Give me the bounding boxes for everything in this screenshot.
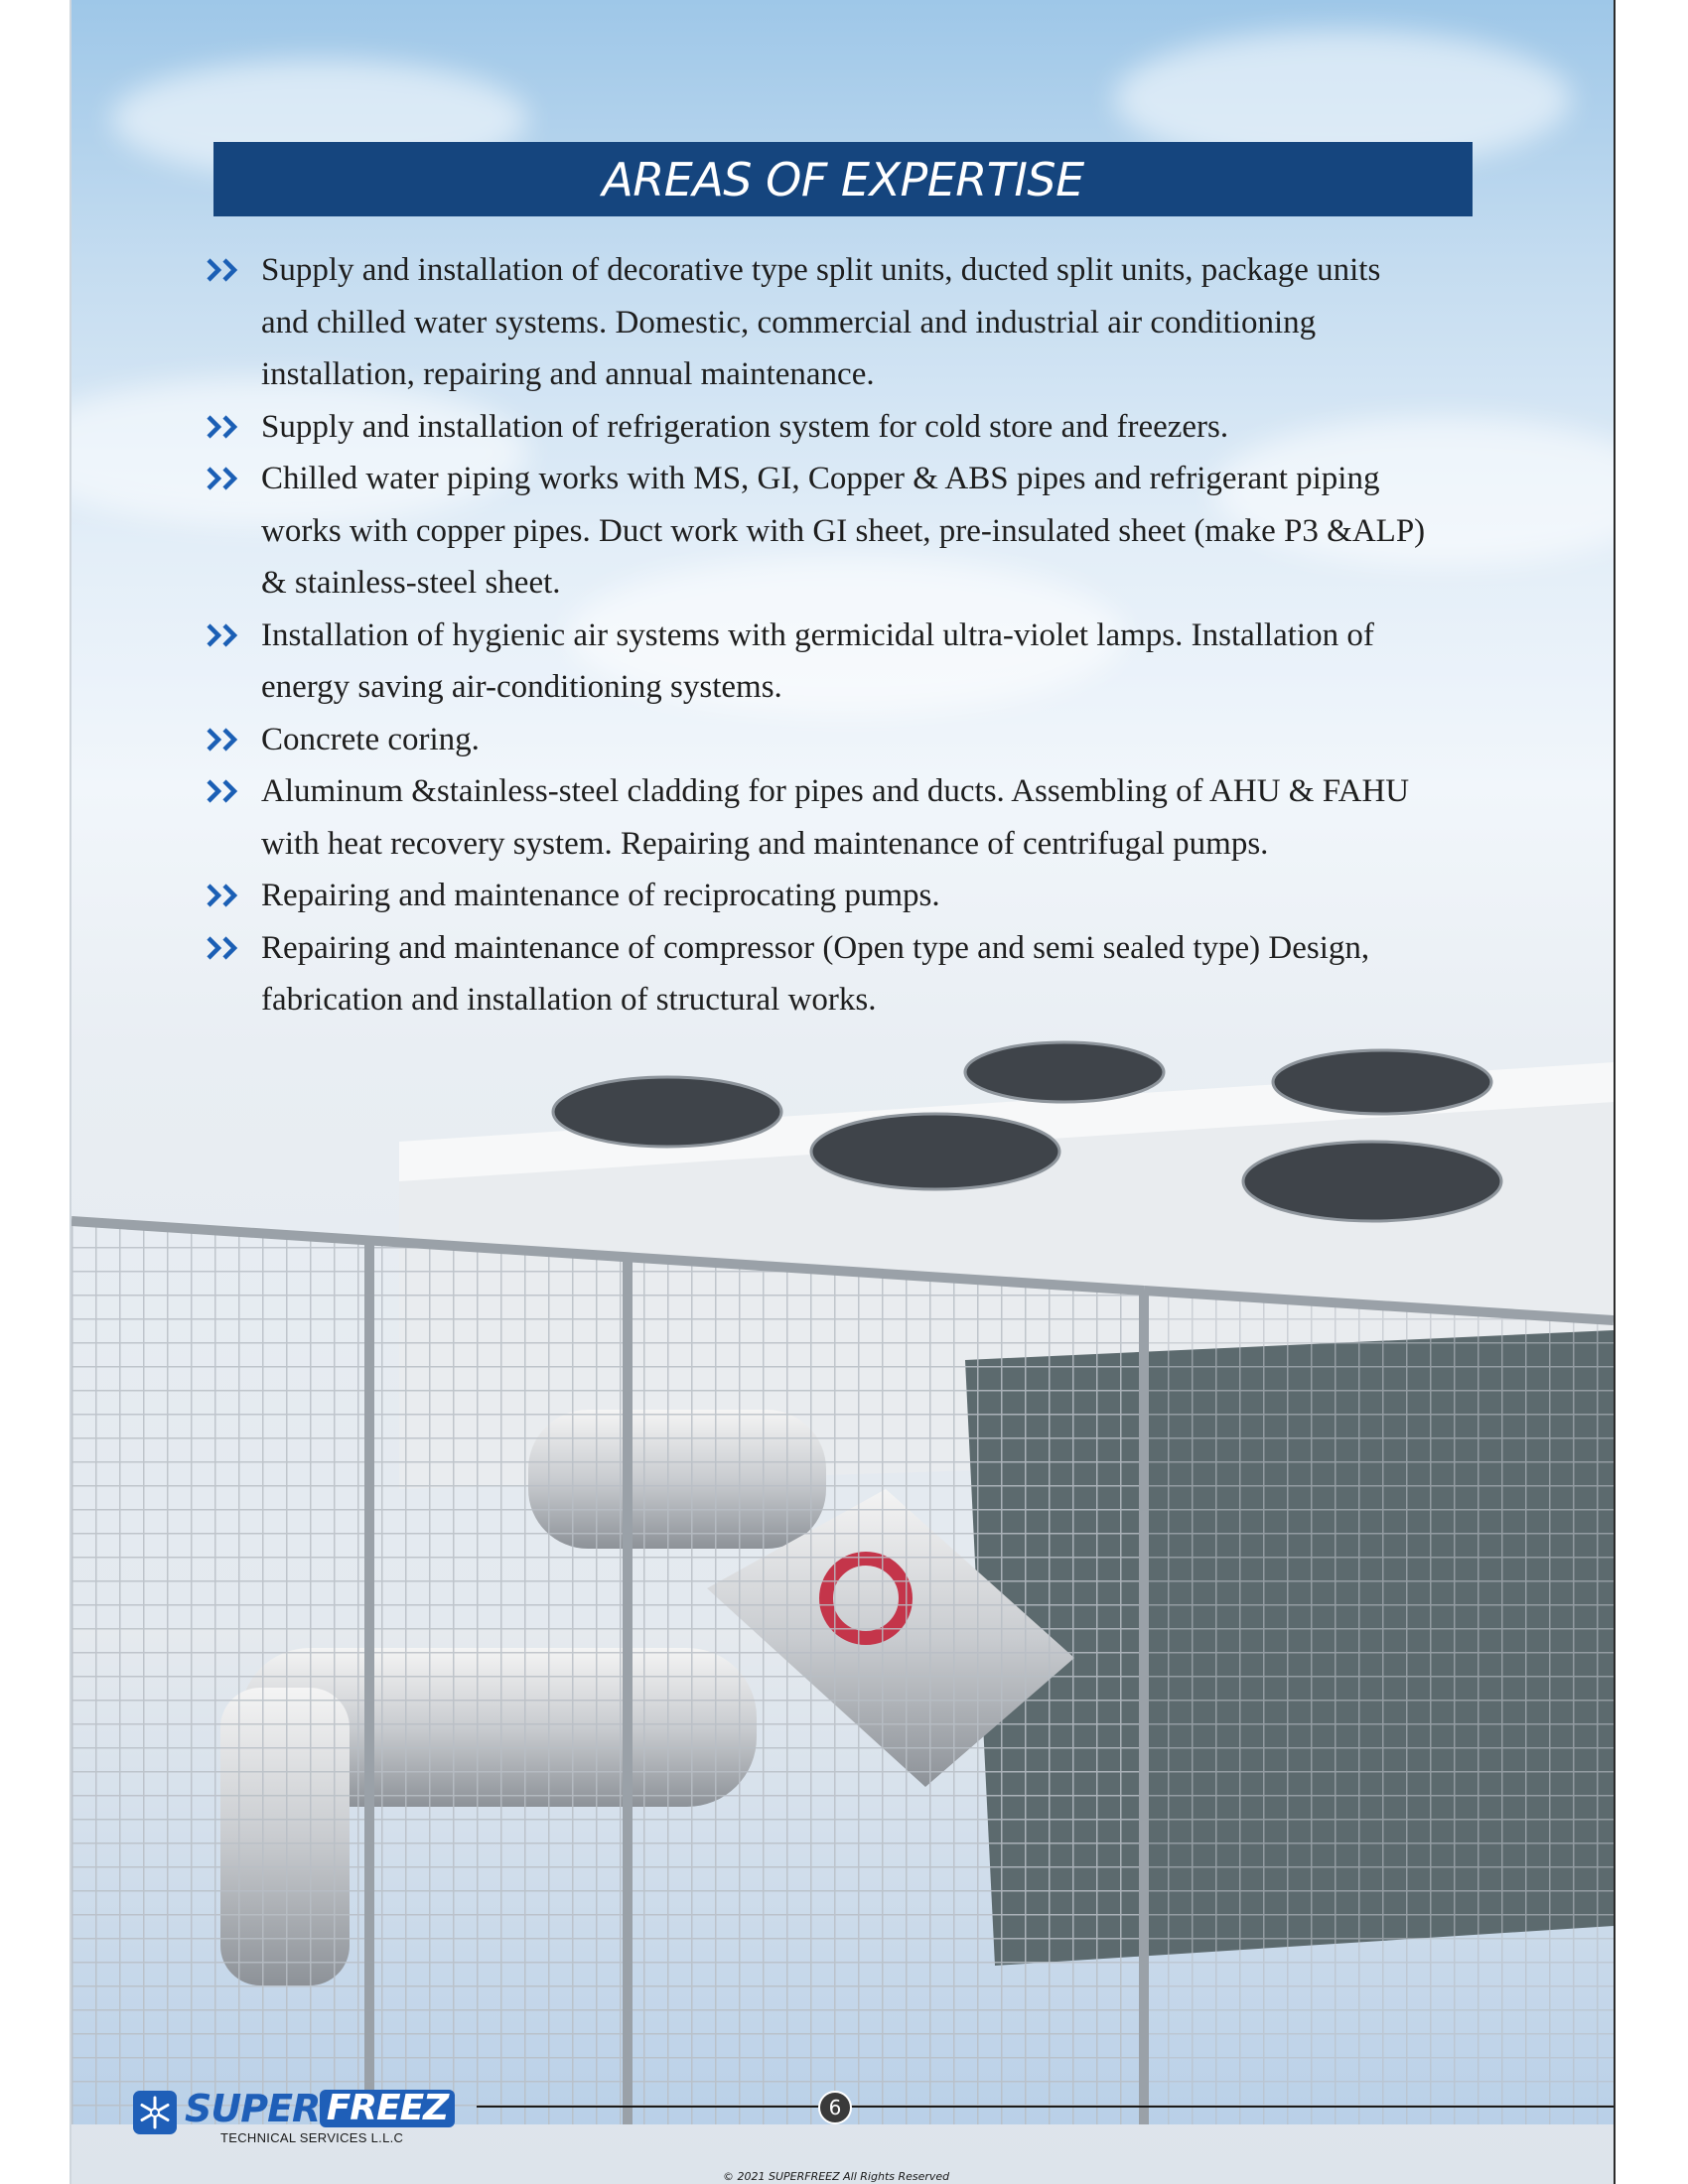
double-chevron-icon	[205, 778, 246, 804]
double-chevron-icon	[205, 727, 246, 752]
snowflake-icon	[133, 2091, 177, 2134]
list-item	[205, 244, 1614, 401]
item-line: Chilled water piping works with MS, GI, Copper & ABS pipes and refrigerant piping	[261, 461, 1380, 496]
double-chevron-icon	[205, 466, 246, 491]
list-item	[205, 610, 1614, 714]
item-line: Concrete coring.	[261, 721, 480, 757]
item-line: with heat recovery system. Repairing and maintenance of centrifugal pumps.	[261, 825, 1269, 862]
list-item	[205, 765, 1614, 870]
list-item	[205, 922, 1614, 1026]
item-line: Installation of hygienic air systems with germicidal ultra-violet lamps. Installation of	[261, 616, 1374, 653]
item-line: Repairing and maintenance of compressor (Open type and semi sealed type) Design,	[261, 929, 1370, 966]
rooftop-chiller-photo	[71, 1032, 1614, 2124]
item-line: works with copper pipes. Duct work with GI sheet, pre-insulated sheet (make P3 &ALP)	[261, 512, 1426, 549]
double-chevron-icon	[205, 935, 246, 961]
double-chevron-icon	[205, 414, 246, 440]
list-item	[205, 453, 1614, 610]
item-line: Aluminum &stainless-steel cladding for pipes and ducts. Assembling of AHU & FAHU	[261, 773, 1410, 809]
item-line: Supply and installation of refrigeration system for cold store and freezers.	[261, 408, 1229, 445]
section-title-banner	[213, 142, 1473, 216]
item-line: installation, repairing and annual maintenance.	[261, 356, 875, 392]
double-chevron-icon	[205, 883, 246, 908]
list-item	[205, 714, 1614, 766]
logo-wordmark-freez: FREEZ	[320, 2090, 455, 2127]
item-line: and chilled water systems. Domestic, commercial and industrial air conditioning	[261, 304, 1317, 341]
item-line: Supply and installation of decorative type split units, ducted split units, package units	[261, 252, 1381, 288]
double-chevron-icon	[205, 622, 246, 648]
footer-divider	[477, 2106, 1614, 2108]
item-line: Repairing and maintenance of reciprocating pumps.	[261, 878, 940, 913]
list-item	[205, 401, 1614, 454]
logo-subtitle: TECHNICAL SERVICES L.L.C	[220, 2130, 404, 2145]
item-line: energy saving air-conditioning systems.	[261, 669, 782, 705]
copyright-notice: © 2021 SUPERFREEZ All Rights Reserved	[723, 2170, 950, 2183]
double-chevron-icon	[205, 257, 246, 283]
item-line: fabrication and installation of structural works.	[261, 982, 877, 1018]
page-number: 6	[818, 2091, 852, 2124]
page	[71, 0, 1614, 2184]
list-item	[205, 870, 1614, 922]
page-title: AREAS OF EXPERTISE	[602, 152, 1084, 206]
expertise-list	[205, 244, 1614, 1026]
page-edge-right	[1614, 0, 1616, 2184]
logo-wordmark-super: SUPER	[185, 2087, 321, 2130]
item-line: & stainless-steel sheet.	[261, 565, 561, 601]
